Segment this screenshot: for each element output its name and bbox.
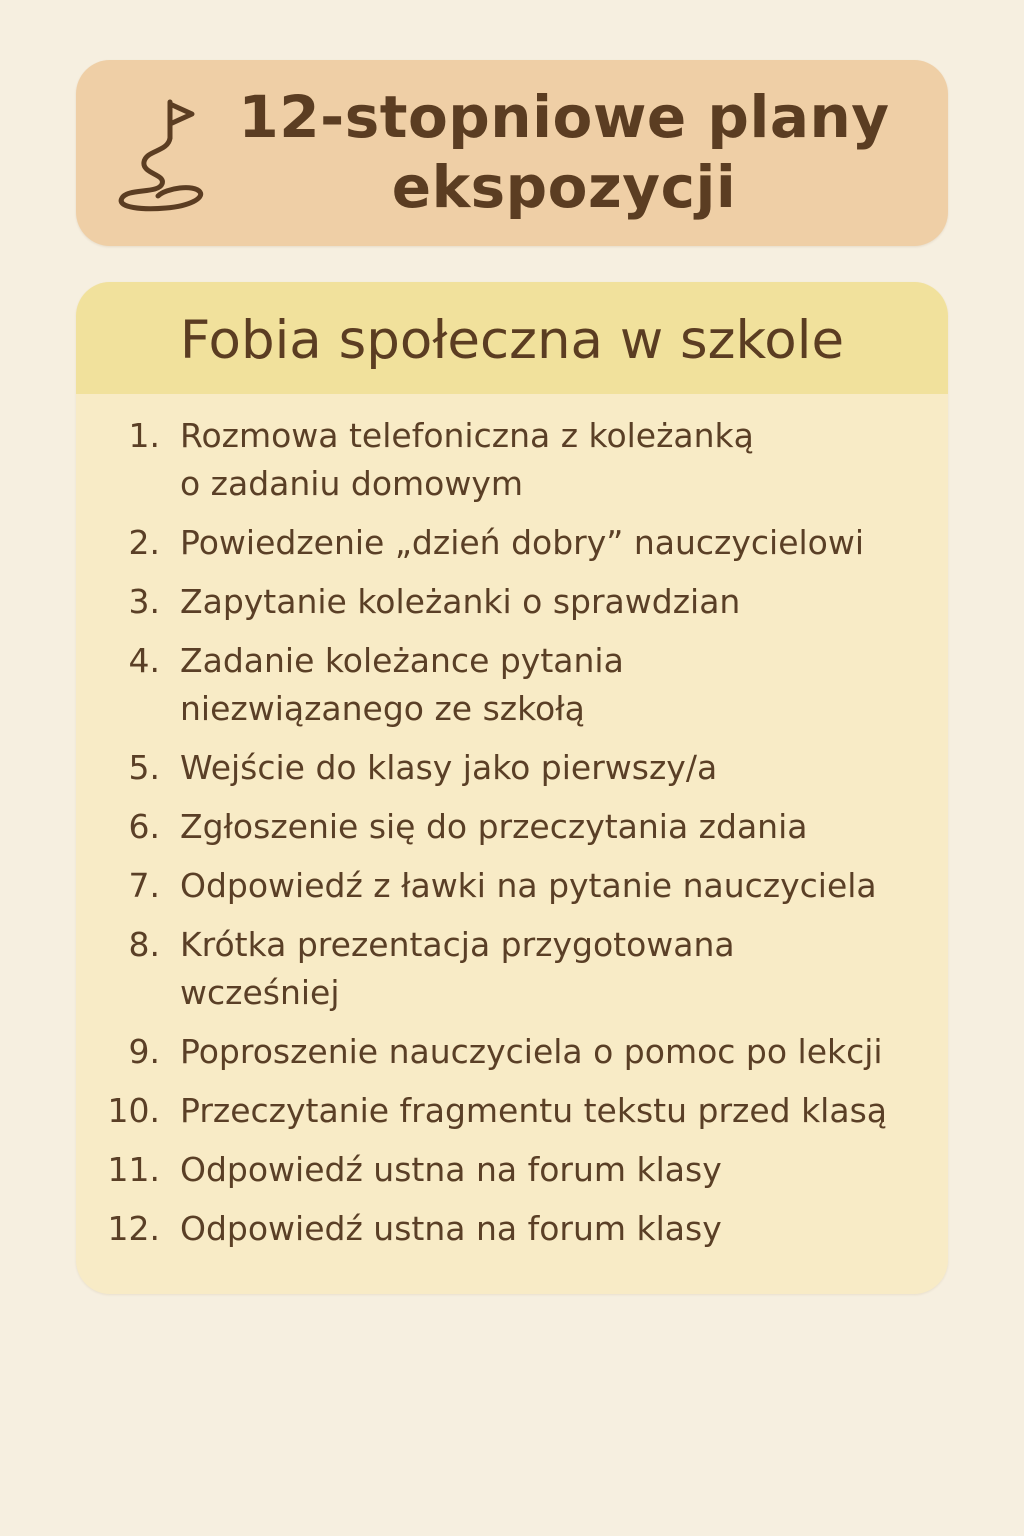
list-item: [76, 412, 948, 508]
steps-list: [76, 394, 948, 1253]
step-number: 2.: [128, 523, 160, 562]
exposure-plan-card: [76, 282, 948, 1294]
step-text: Odpowiedź z ławki na pytanie nauczyciela: [180, 866, 877, 905]
step-number: 10.: [107, 1091, 160, 1130]
list-item: [76, 744, 948, 792]
step-text: Wejście do klasy jako pierwszy/a: [180, 748, 718, 787]
list-item: [76, 921, 948, 1017]
step-text: Zadanie koleżance pytania niezwiązanego ze szkołą: [180, 641, 624, 728]
list-item: [76, 803, 948, 851]
step-number: 8.: [128, 925, 160, 964]
step-number: 4.: [128, 641, 160, 680]
step-number: 1.: [128, 416, 160, 455]
list-item: [76, 578, 948, 626]
list-item: [76, 637, 948, 733]
list-item: [76, 1146, 948, 1194]
list-item: [76, 1028, 948, 1076]
step-number: 12.: [107, 1209, 160, 1248]
step-text: Poproszenie nauczyciela o pomoc po lekcji: [180, 1032, 883, 1071]
step-number: 5.: [128, 748, 160, 787]
path-flag-icon: [108, 92, 212, 214]
page-title: 12-stopniowe plany ekspozycji: [238, 83, 890, 221]
step-number: 6.: [128, 807, 160, 846]
list-item: [76, 1205, 948, 1253]
step-number: 11.: [107, 1150, 160, 1189]
step-text: Przeczytanie fragmentu tekstu przed klasą: [180, 1091, 887, 1130]
list-item: [76, 519, 948, 567]
plan-card-header: [76, 282, 948, 394]
step-text: Zgłoszenie się do przeczytania zdania: [180, 807, 808, 846]
step-number: 3.: [128, 582, 160, 621]
step-number: 7.: [128, 866, 160, 905]
plan-title: Fobia społeczna w szkole: [179, 309, 845, 371]
step-number: 9.: [128, 1032, 160, 1071]
step-text: Zapytanie koleżanki o sprawdzian: [180, 582, 741, 621]
step-text: Powiedzenie „dzień dobry” nauczycielowi: [180, 523, 865, 562]
step-text: Krótka prezentacja przygotowana wcześniej: [180, 925, 735, 1012]
list-item: [76, 1087, 948, 1135]
step-text: Odpowiedź ustna na forum klasy: [180, 1150, 722, 1189]
list-item: [76, 862, 948, 910]
step-text: Odpowiedź ustna na forum klasy: [180, 1209, 722, 1248]
step-text: Rozmowa telefoniczna z koleżanką o zadaniu domowym: [180, 416, 754, 503]
